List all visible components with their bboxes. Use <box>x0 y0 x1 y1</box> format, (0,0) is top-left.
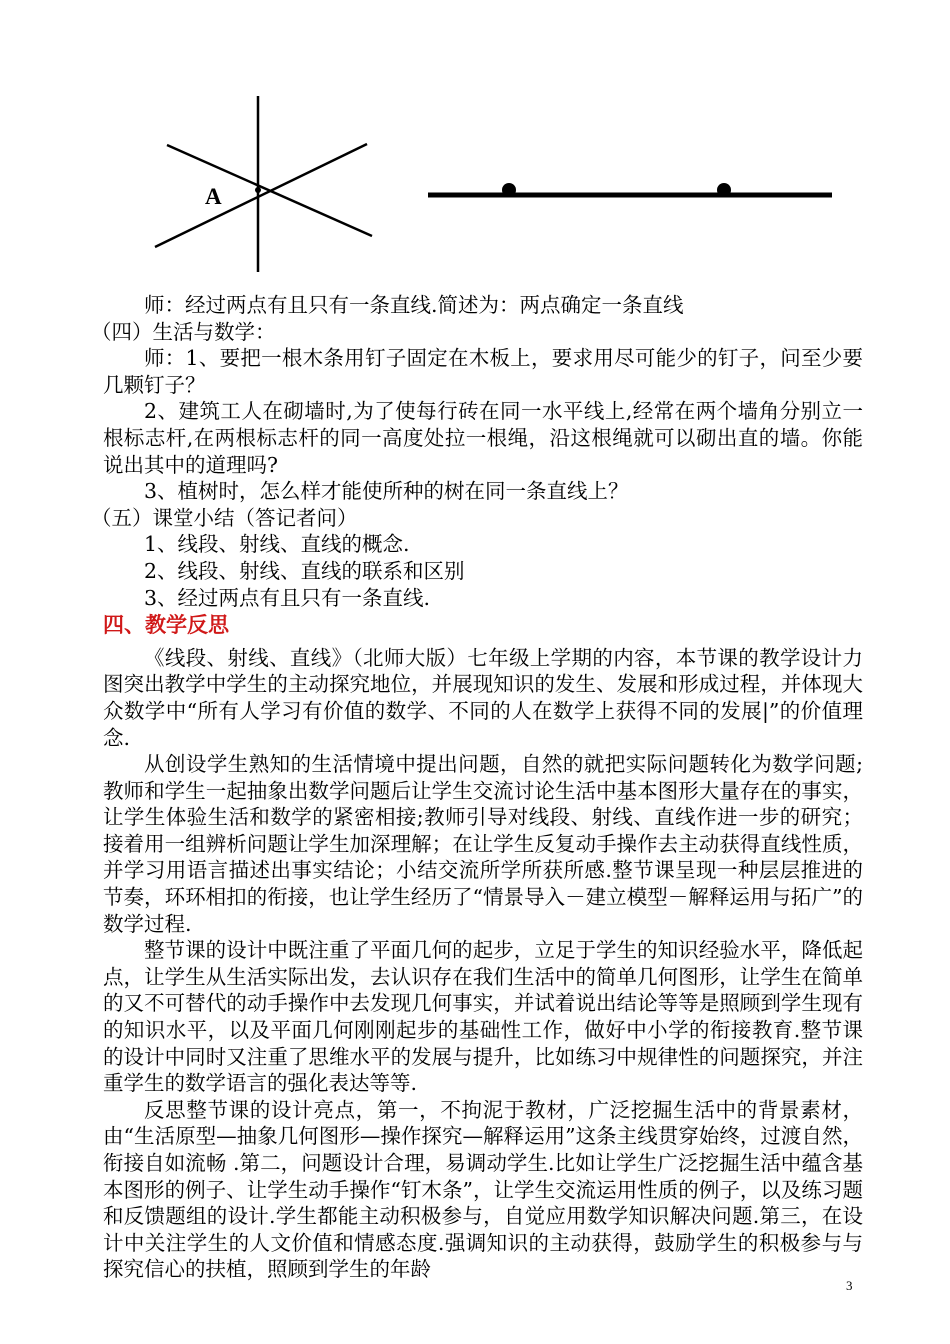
reflection-paragraph-1: 《线段、射线、直线》（北师大版）七年级上学期的内容，本节课的教学设计力图突出教学中学生的主动探究地位，并展现知识的发生、发展和形成过程，并体现大众数学中“所有人学习有价值的数学、不同的人在数学上获得不同的发展|”的价值理念. <box>103 645 863 750</box>
question-3: 3、植树时，怎么样才能使所种的树在同一条直线上？ <box>144 479 629 504</box>
question-1: 师：1、要把一根木条用钉子固定在木板上，要求用尽可能少的钉子，问至少要几颗钉子？ <box>103 346 863 397</box>
lines-through-point-a <box>155 96 372 272</box>
section-heading: 四、教学反思 <box>103 613 229 638</box>
reflection-paragraph-2: 从创设学生熟知的生活情境中提出问题，自然的就把实际问题转化为数学问题;教师和学生一起抽象出数学问题后让学生交流讨论生活中基本图形大量存在的事实，让学生体验生活和数学的紧密相接;教师引导对线段、射线、直线作进一步的研究；接着用一组辨析问题让学生加深理解；在让学生反复动手操作去主动获得直线性质，并学习用语言描述出事实结论；小结交流所学所获所感.整节课呈现一种层层推进的节奏，环环相扣的衔接，也让学生经历了“情景导入－建立模型－解释运用与拓广”的数学过程. <box>103 752 863 936</box>
section-five-title: （五）课堂小结（答记者问） <box>91 505 358 530</box>
point-2 <box>717 183 731 197</box>
summary-3: 3、经过两点有且只有一条直线. <box>144 585 431 610</box>
point-a <box>255 187 261 193</box>
document-body <box>91 292 863 1283</box>
page-number: 3 <box>846 1278 853 1293</box>
geometry-figure <box>0 0 950 290</box>
diagonal-line-up <box>155 144 367 247</box>
point-a-label: A <box>205 184 222 209</box>
summary-2: 2、线段、射线、直线的联系和区别 <box>144 558 465 583</box>
teacher-summary: 师：经过两点有且只有一条直线.简述为：两点确定一条直线 <box>144 293 684 317</box>
reflection-paragraph-4: 反思整节课的设计亮点，第一，不拘泥于教材，广泛挖掘生活中的背景素材，由“生活原型—抽象几何图形—操作探究—解释运用”这条主线贯穿始终，过渡自然，衔接自如流畅 .第二，问题设计合理，易调动学生.比如让学生广泛挖掘生活中蕴含基本图形的例子、让学生动手操作“钉木条”，让学生交流运用性质的例子，以及练习题和反馈题组的设计.学生都能主动积极参与，自觉应用数学知识解决问题.第三，在设计中关注学生的人文价值和情感态度.强调知识的主动获得，鼓励学生的积极参与与探究信心的扶植，照顾到学生的年龄 <box>103 1097 863 1282</box>
section-four-title: （四）生活与数学： <box>91 319 276 344</box>
summary-1: 1、线段、射线、直线的概念. <box>144 532 410 557</box>
point-1 <box>502 183 516 197</box>
reflection-paragraph-3: 整节课的设计中既注重了平面几何的起步，立足于学生的知识经验水平，降低起点，让学生从生活实际出发，去认识存在我们生活中的简单几何图形，让学生在简单的又不可替代的动手操作中去发现几何事实，并试着说出结论等等是照顾到学生现有的知识水平，以及平面几何刚刚起步的基础性工作，做好中小学的衔接教育.整节课的设计中同时又注重了思维水平的发展与提升，比如练习中规律性的问题探究，并注重学生的数学语言的强化表达等等. <box>103 938 863 1096</box>
question-2: 2、建筑工人在砌墙时,为了使每行砖在同一水平线上,经常在两个墙角分别立一根标志杆,在两根标志杆的同一高度处拉一根绳，沿这根绳就可以砌出直的墙。你能说出其中的道理吗? <box>103 399 863 477</box>
